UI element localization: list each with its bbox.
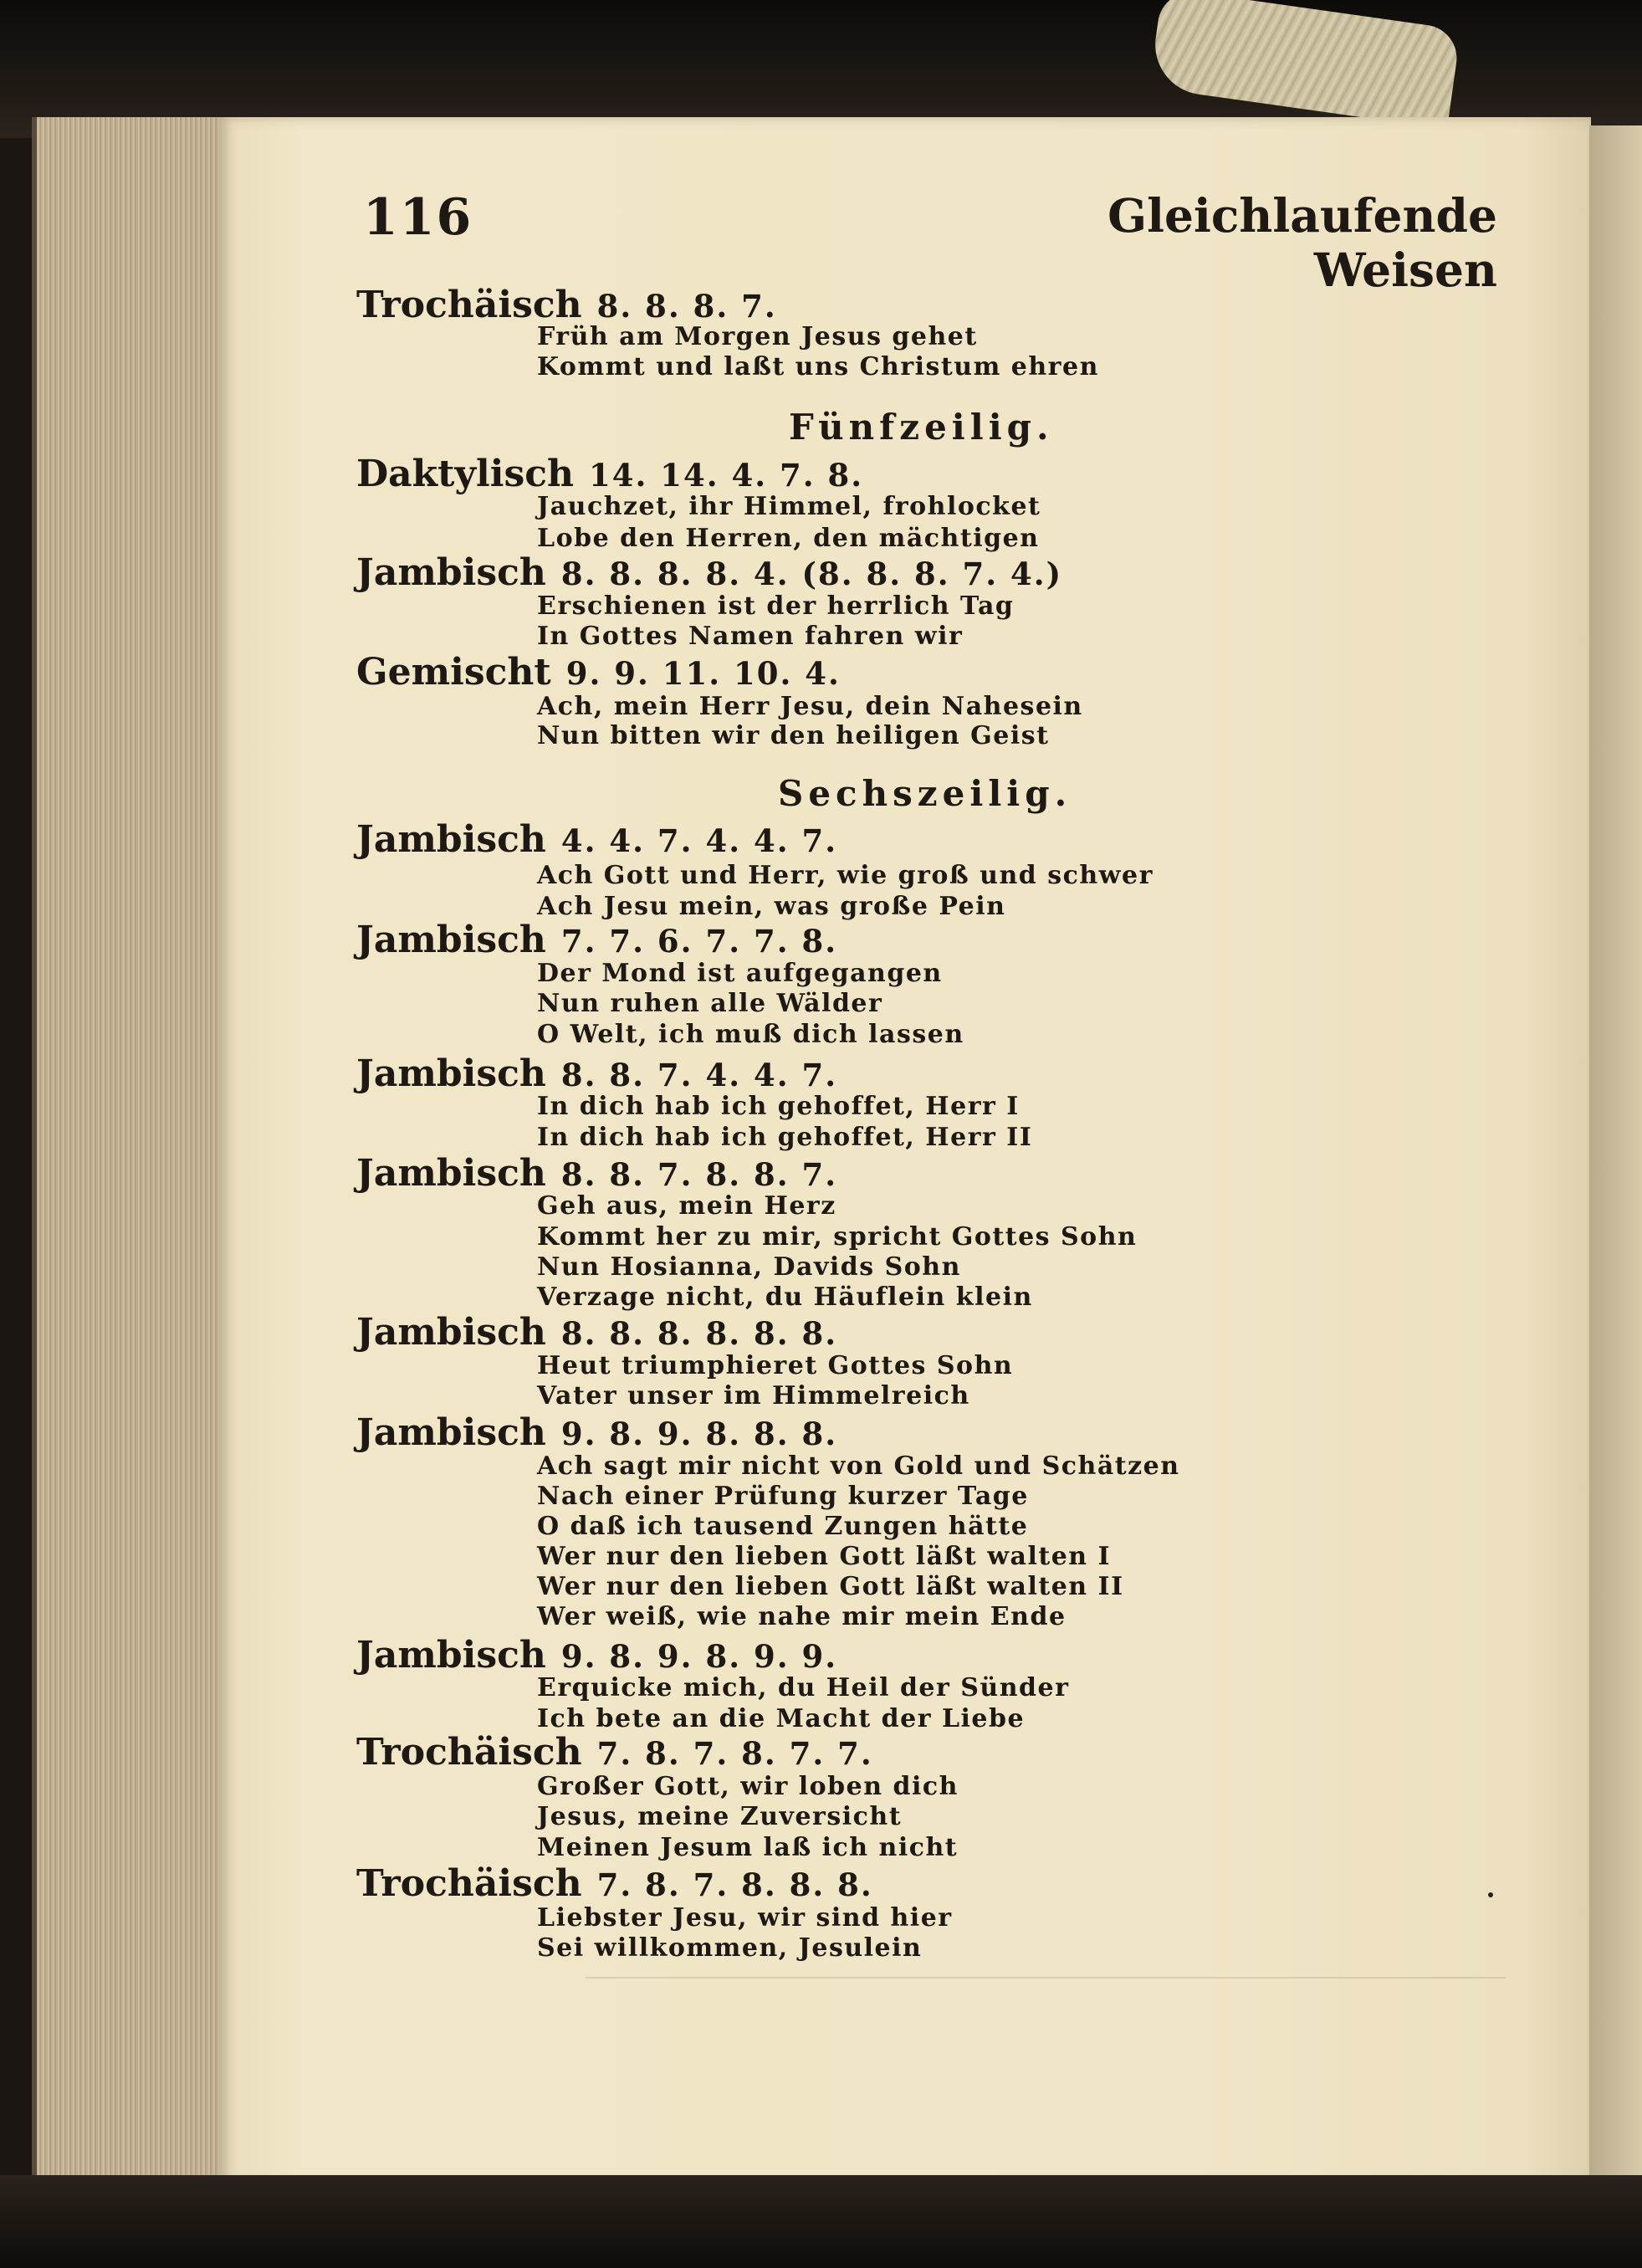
- meter-numbers: 9. 9. 11. 10. 4.: [565, 655, 841, 692]
- meter-numbers: 8. 8. 7. 8. 8. 7.: [560, 1156, 838, 1193]
- hymn-line: Kommt her zu mir, spricht Gottes Sohn: [537, 1222, 1138, 1252]
- meter-heading: [356, 1862, 873, 1905]
- meter-type: Jambisch: [356, 1311, 546, 1354]
- hymn-line: O daß ich tausend Zungen hätte: [537, 1512, 1029, 1541]
- hymn-line: Großer Gott, wir loben dich: [537, 1772, 959, 1801]
- meter-heading: [356, 551, 1063, 594]
- meter-heading: [356, 818, 838, 861]
- meter-numbers: 8. 8. 8. 7.: [596, 288, 777, 325]
- hymn-line: Vater unser im Himmelreich: [537, 1381, 970, 1410]
- meter-type: Trochäisch: [356, 1862, 582, 1905]
- hymn-line: O Welt, ich muß dich lassen: [537, 1020, 964, 1049]
- meter-heading: [356, 651, 841, 694]
- hymn-line: Ach Gott und Herr, wie groß und schwer: [537, 861, 1153, 890]
- meter-numbers: 7. 7. 6. 7. 7. 8.: [560, 923, 838, 960]
- hymn-line: Heut triumphieret Gottes Sohn: [537, 1351, 1014, 1380]
- meter-numbers: 14. 14. 4. 7. 8.: [589, 457, 864, 494]
- meter-heading: [356, 453, 864, 495]
- meter-type: Jambisch: [356, 1152, 546, 1195]
- meter-numbers: 4. 4. 7. 4. 4. 7.: [560, 822, 838, 859]
- meter-numbers: 9. 8. 9. 8. 9. 9.: [560, 1638, 838, 1675]
- meter-type: Jambisch: [356, 1052, 546, 1095]
- hymn-line: Meinen Jesum laß ich nicht: [537, 1833, 959, 1862]
- hymn-line: Sei willkommen, Jesulein: [537, 1933, 923, 1963]
- meter-heading: [356, 1634, 838, 1677]
- hymn-line: Geh aus, mein Herz: [537, 1191, 836, 1221]
- meter-heading: [356, 1052, 838, 1095]
- hymn-line: Lobe den Herren, den mächtigen: [537, 524, 1040, 553]
- meter-numbers: 9. 8. 9. 8. 8. 8.: [560, 1416, 838, 1452]
- hymn-line: In dich hab ich gehoffet, Herr I: [537, 1092, 1020, 1121]
- meter-numbers: 8. 8. 8. 8. 4. (8. 8. 8. 7. 4.): [560, 555, 1063, 592]
- hymn-line: In Gottes Namen fahren wir: [537, 622, 964, 651]
- meter-type: Jambisch: [356, 1634, 546, 1677]
- hymn-line: Ach Jesu mein, was große Pein: [537, 892, 1006, 921]
- hymn-line: Erquicke mich, du Heil der Sünder: [537, 1673, 1070, 1702]
- meter-heading: [356, 1411, 838, 1454]
- meter-numbers: 8. 8. 8. 8. 8. 8.: [560, 1315, 838, 1352]
- hymn-line: Nun Hosianna, Davids Sohn: [537, 1252, 961, 1282]
- meter-numbers: 7. 8. 7. 8. 7. 7.: [596, 1735, 873, 1772]
- show-through-rule: [586, 1977, 1506, 1979]
- meter-numbers: 7. 8. 7. 8. 8. 8.: [596, 1866, 873, 1903]
- meter-type: Jambisch: [356, 818, 546, 861]
- hymn-line: Erschienen ist der herrlich Tag: [537, 591, 1015, 621]
- meter-type: Jambisch: [356, 551, 546, 594]
- meter-heading: [356, 1152, 838, 1195]
- hymn-line: Ich bete an die Macht der Liebe: [537, 1704, 1026, 1733]
- meter-heading: [356, 284, 777, 326]
- page-number: 116: [363, 188, 473, 247]
- meter-type: Trochäisch: [356, 1731, 582, 1774]
- hymn-line: Wer nur den lieben Gott läßt walten I: [537, 1542, 1112, 1571]
- meter-type: Daktylisch: [356, 453, 575, 495]
- meter-numbers: 8. 8. 7. 4. 4. 7.: [560, 1057, 838, 1093]
- meter-type: Jambisch: [356, 1411, 546, 1454]
- meter-type: Gemischt: [356, 651, 551, 694]
- hymn-line: Früh am Morgen Jesus gehet: [537, 322, 978, 351]
- hymn-line: Liebster Jesu, wir sind hier: [537, 1903, 953, 1933]
- hymn-line: Ach, mein Herr Jesu, dein Nahesein: [537, 692, 1083, 721]
- hymn-line: Nun bitten wir den heiligen Geist: [537, 721, 1050, 750]
- hymn-line: In dich hab ich gehoffet, Herr II: [537, 1123, 1033, 1152]
- meter-type: Jambisch: [356, 919, 546, 961]
- hymn-line: Ach sagt mir nicht von Gold und Schätzen: [537, 1451, 1180, 1481]
- hymn-line: Wer weiß, wie nahe mir mein Ende: [537, 1602, 1067, 1631]
- hymn-line: Wer nur den lieben Gott läßt walten II: [537, 1572, 1124, 1601]
- meter-type: Trochäisch: [356, 284, 582, 326]
- meter-heading: [356, 1311, 838, 1354]
- section-heading: Fünfzeilig.: [789, 407, 1054, 448]
- ink-spot: [1488, 1892, 1493, 1897]
- meter-heading: [356, 919, 838, 961]
- hymn-line: Der Mond ist aufgegangen: [537, 959, 943, 988]
- hymn-line: Jesus, meine Zuversicht: [537, 1802, 903, 1831]
- meter-heading: [356, 1731, 873, 1774]
- hymn-line: Nach einer Prüfung kurzer Tage: [537, 1482, 1029, 1511]
- section-heading: Sechszeilig.: [778, 773, 1072, 814]
- hymn-line: Kommt und laßt uns Christum ehren: [537, 352, 1099, 381]
- hymn-line: Verzage nicht, du Häuflein klein: [537, 1282, 1033, 1312]
- running-head: Gleichlaufende Weisen: [1107, 188, 1497, 297]
- hymn-line: Nun ruhen alle Wälder: [537, 989, 883, 1018]
- hymn-line: Jauchzet, ihr Himmel, frohlocket: [537, 492, 1041, 521]
